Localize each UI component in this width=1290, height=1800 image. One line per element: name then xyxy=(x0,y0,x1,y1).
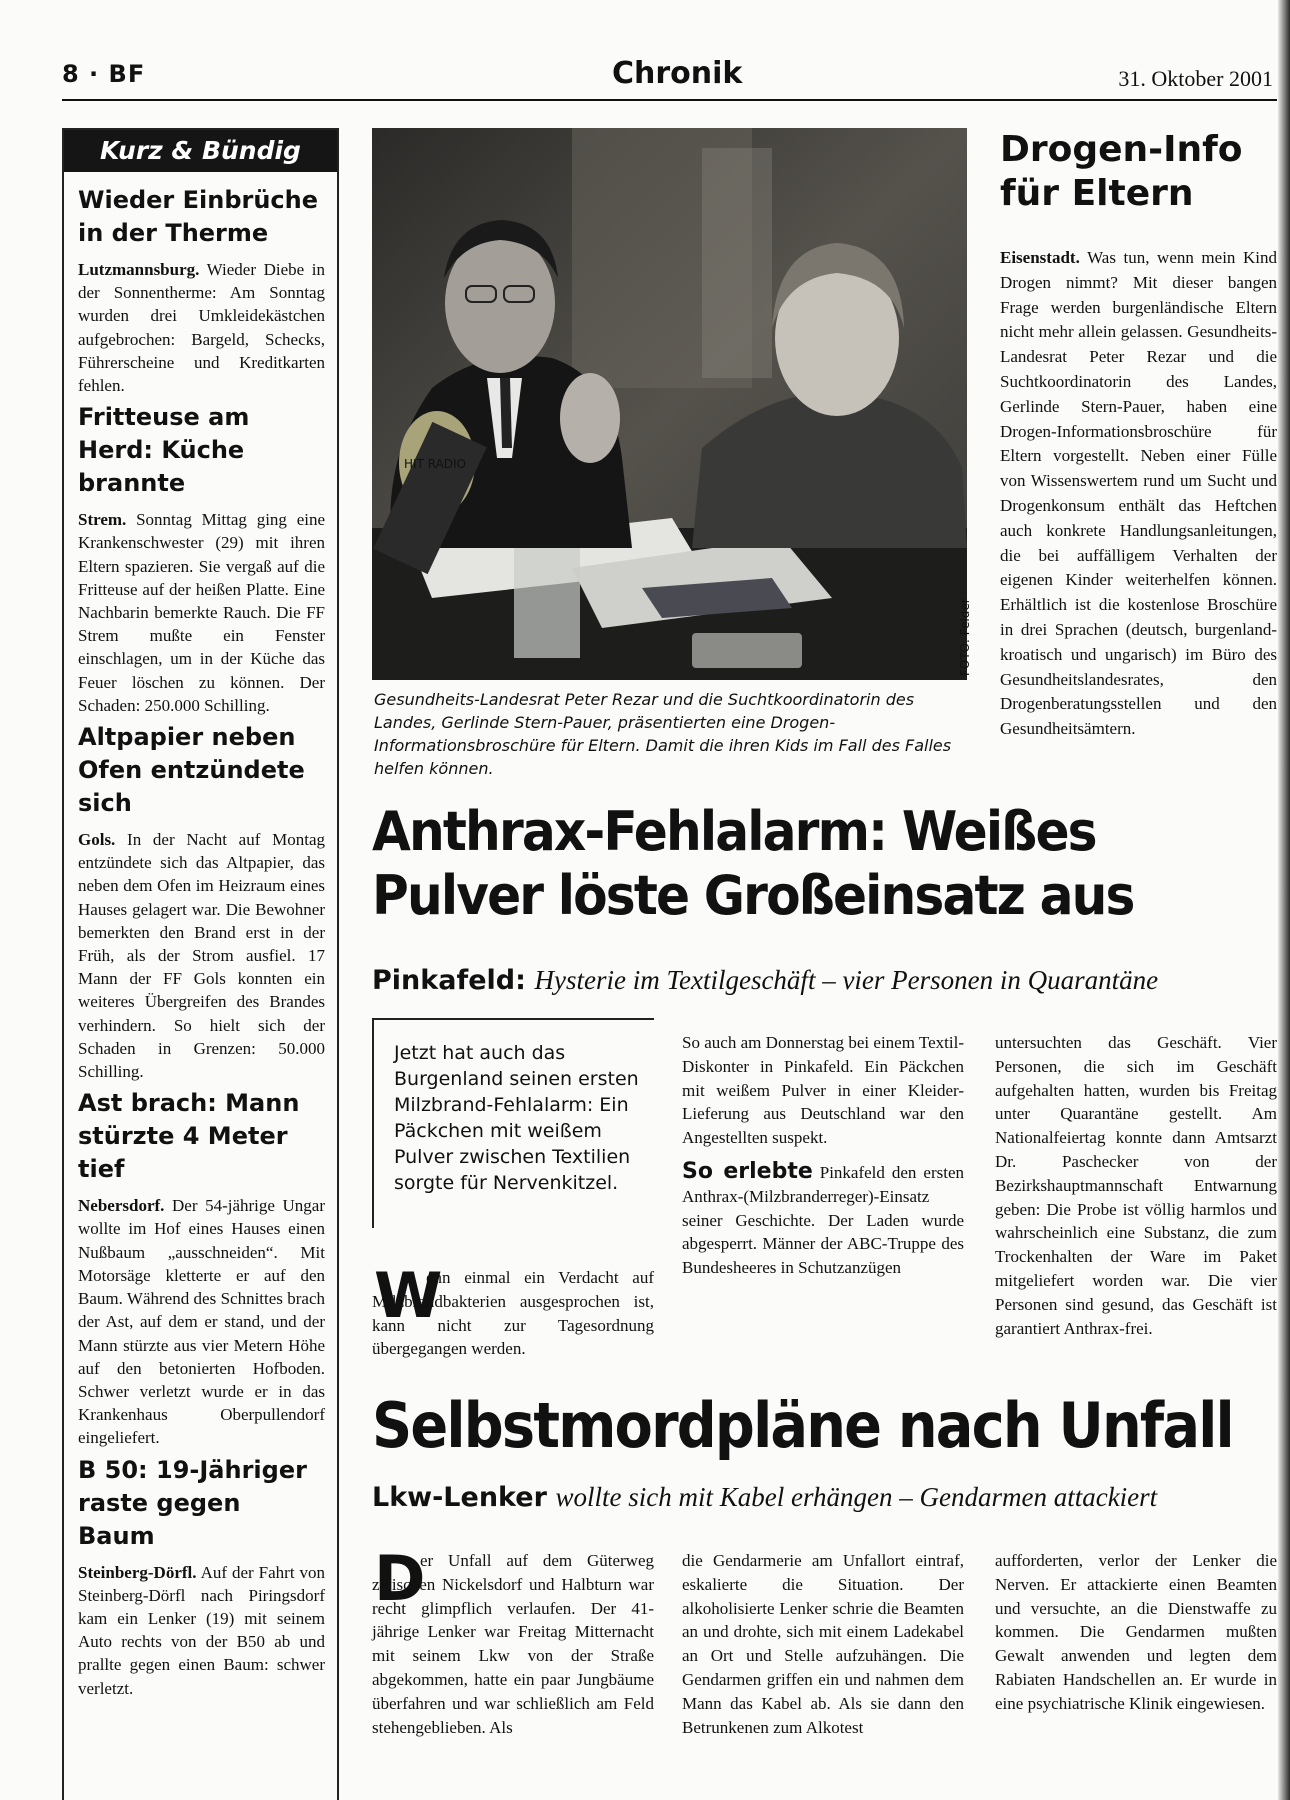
sidebar-article-text xyxy=(78,1194,325,1449)
section-title: Chronik xyxy=(612,56,743,91)
dateline: Nebersdorf. xyxy=(78,1196,165,1216)
mic-label: HIT RADIO xyxy=(404,457,466,471)
sidebar-title: Kurz & Bündig xyxy=(64,130,337,172)
article-body: Der 54-jährige Ungar wollte im Hof eines Hauses einen Nußbaum „ausschneiden“. Mit Motorsäge kletterte er auf den Baum. Während des Schnittes brach der Ast, auf dem er stand, und der Mann stürzte aus vier Metern Höhe auf den betonierten Hofboden. Schwer verletzt wurde er in das Krankenhaus Oberpullendorf eingeliefert. xyxy=(78,1196,326,1448)
drogen-headline: Drogen-Info für Eltern xyxy=(1000,129,1243,214)
anthrax-subheadline xyxy=(372,965,1277,996)
article-body: Sonntag Mittag ging eine Krankenschwester (29) mit ihren Eltern spazieren. Sie vergaß auf die Fritteuse auf der heißen Platte. Eine Nachbarin bemerkte Rauch. Die FF Strem mußte ein Fenster einschlagen, um in der Küche das Feuer löschen zu können. Der Schaden: 250.000 Schilling. xyxy=(78,510,326,715)
sidebar-article-heading: Wieder Einbrüche in der Therme xyxy=(78,186,319,247)
sidebar-article-heading: B 50: 19-Jähriger raste gegen Baum xyxy=(78,1455,307,1550)
dateline: Steinberg-Dörfl. xyxy=(78,1562,197,1582)
paragraph xyxy=(682,1160,964,1280)
subheadline-text: Hysterie im Textilgeschäft – vier Personen in Quarantäne xyxy=(534,965,1159,995)
photo-credit: FOTO: Felder xyxy=(958,598,972,676)
press-photo-illustration xyxy=(372,128,967,680)
sidebar-article xyxy=(78,401,325,717)
drop-cap: D xyxy=(374,1542,426,1615)
selbstmord-column-1: er Unfall auf dem Güterweg zwischen Nickelsdorf und Halbturn war recht glimpflich verlaufen. Der 41-jährige Lenker war Freitag Mitternacht mit seinem Lkw von der Straße abgekommen, hatte ein paar Jungbäume überfahren und war schließlich am Feld stehengeblieben. Als xyxy=(372,1551,654,1737)
anthrax-column-2 xyxy=(682,1031,964,1280)
headline-line: Pulver löste Großeinsatz aus xyxy=(372,864,1134,927)
kicker: Lkw-Lenker xyxy=(372,1482,547,1513)
article-body: In der Nacht auf Montag entzündete sich das Altpapier, das neben dem Ofen im Heizraum eines Hauses gelagert war. Die Bewohner bemerkten den Brand erst in der Früh, als der Strom ausfiel. 17 Mann der FF Gols konnten ein weiteres Übergreifen des Brandes verhindern. So hielt sich der Schaden in Grenzen: 50.000 Schilling. xyxy=(78,830,325,1082)
sidebar-article-text xyxy=(78,258,325,397)
sidebar-article xyxy=(78,184,325,397)
paragraph-text: Pinkafeld den ersten Anthrax-(Milzbranderreger)-Einsatz seiner Geschichte. Der Laden wurde abgesperrt. Männer der ABC-Truppe des Bundesheeres in Schutzanzügen xyxy=(682,1162,964,1278)
dateline: Eisenstadt. xyxy=(1000,248,1080,267)
selbstmord-column-3: aufforderten, verlor der Lenker die Nerven. Er attackierte einen Beamten und versuchte, an die Dienstwaffe zu kommen. Die Gendarmen mußten Gewalt anwenden und legten dem Rabiaten Handschellen an. Er wurde in eine psychiatrische Klinik eingewiesen. xyxy=(995,1551,1277,1713)
sidebar-article-text xyxy=(78,508,325,717)
anthrax-headline xyxy=(372,800,1214,928)
anthrax-lead: Jetzt hat auch das Burgenland seinen ersten Milzbrand-Fehlalarm: Ein Päckchen mit weißem Pulver zwischen Textilien sorgte für Nervenkitzel. xyxy=(372,1018,654,1228)
subheadline-text: wollte sich mit Kabel erhängen – Gendarmen attackiert xyxy=(555,1482,1158,1512)
paragraph-kicker: So erlebte xyxy=(682,1158,813,1184)
header-rule xyxy=(62,99,1277,101)
sidebar-article xyxy=(78,721,325,1083)
page-number: 8 · BF xyxy=(62,60,146,88)
page-edge-shadow xyxy=(1278,0,1290,1800)
sidebar-kurz-buendig xyxy=(62,128,339,1800)
sidebar-article-heading: Altpapier neben Ofen entzündete sich xyxy=(78,723,305,818)
article-body: Wieder Diebe in der Sonnentherme: Am Sonntag wurden drei Umkleidekästchen aufgebrochen: Bargeld, Schecks, Führerscheine und Kreditkarten fehlen. xyxy=(78,260,325,396)
drogen-article xyxy=(1000,246,1277,742)
sidebar-article-heading: Fritteuse am Herd: Küche brannte xyxy=(78,403,250,498)
sidebar-article-heading: Ast brach: Mann stürzte 4 Meter tief xyxy=(78,1089,300,1184)
dateline: Gols. xyxy=(78,830,116,850)
article-body: Was tun, wenn mein Kind Drogen nimmt? Mit dieser bangen Frage werden burgenländische Eltern nicht mehr allein gelassen. Gesundheits-Landesrat Peter Rezar und die Suchtkoordinatorin des Landes, Gerlinde Stern-Pauer, haben eine Drogen-Informationsbroschüre für Eltern vorgestellt. Neben einer Fülle von Wissenswertem rund um Sucht und Drogenkonsum enthält das Heftchen auch konkrete Handlungsanleitungen, die bei auffälligem Verhalten der eigenen Kinder weiterhelfen können. Erhältlich ist die kostenlose Broschüre in drei Sprachen (deutsch, burgenland-kroatisch und ungarisch) im Büro des Gesundheitslandesrates, den Drogenberatungsstellen und den Gesundheitsämtern. xyxy=(1000,248,1277,739)
article-body: Auf der Fahrt von Steinberg-Dörfl nach Piringsdorf kam ein Lenker (19) mit seinem Auto rechts von der B50 ab und prallte gegen einen Baum: schwer verletzt. xyxy=(78,1562,326,1698)
sidebar-article xyxy=(78,1454,325,1700)
sidebar-article-text xyxy=(78,828,325,1083)
press-photo xyxy=(372,128,967,680)
issue-date: 31. Oktober 2001 xyxy=(1118,66,1273,91)
sidebar-article xyxy=(78,1087,325,1449)
photo-caption: Gesundheits-Landesrat Peter Rezar und die Suchtkoordinatorin des Landes, Gerlinde Stern-Pauer, präsentierten eine Drogen-Informationsbroschüre für Eltern. Damit die ihren Kids im Fall des Falles helfen können. xyxy=(374,690,952,778)
selbstmord-headline: Selbstmordpläne nach Unfall xyxy=(372,1389,1233,1462)
drop-cap: W xyxy=(374,1259,443,1332)
anthrax-column-1: enn einmal ein Verdacht auf Milzbrandbakterien ausgesprochen ist, kann nicht zur Tagesordnung übergegangen werden. xyxy=(372,1268,654,1359)
sidebar-article-text xyxy=(78,1561,325,1700)
selbstmord-column-2: die Gendarmerie am Unfallort eintraf, eskalierte die Situation. Der alkoholisierte Lenker schrie die Beamten an und drohte, sich mit einem Ladekabel an Ort und Stelle aufzuhängen. Die Gendarmen griffen ein und nahmen dem Mann das Kabel ab. Als sie dann den Betrunkenen zum Alkotest xyxy=(682,1551,964,1737)
kicker: Pinkafeld: xyxy=(372,965,526,996)
dateline: Lutzmannsburg. xyxy=(78,260,200,279)
headline-line: Anthrax-Fehlalarm: Weißes xyxy=(372,800,1096,863)
paragraph: So auch am Donnerstag bei einem Textil-Diskonter in Pinkafeld. Ein Päckchen mit weißem Pulver in einer Kleider-Lieferung aus Deutschland war den Angestellten suspekt. xyxy=(682,1033,964,1148)
dateline: Strem. xyxy=(78,510,127,530)
selbstmord-subheadline xyxy=(372,1482,1157,1513)
anthrax-column-3: untersuchten das Geschäft. Vier Personen, die sich im Geschäft aufgehalten hatten, wurden bis Freitag unter Quarantäne gestellt. Am Nationalfeiertag konnte dann Amtsarzt Dr. Paschecker von der Bezirkshauptmannschaft Entwarnung geben: Die Probe ist völlig harmlos und wahrscheinlich eine Substanz, die zum Trockenhalten der Ware im Paket mitgeliefert worden war. Die vier Personen sind gesund, das Geschäft ist garantiert Anthrax-frei. xyxy=(995,1033,1277,1338)
